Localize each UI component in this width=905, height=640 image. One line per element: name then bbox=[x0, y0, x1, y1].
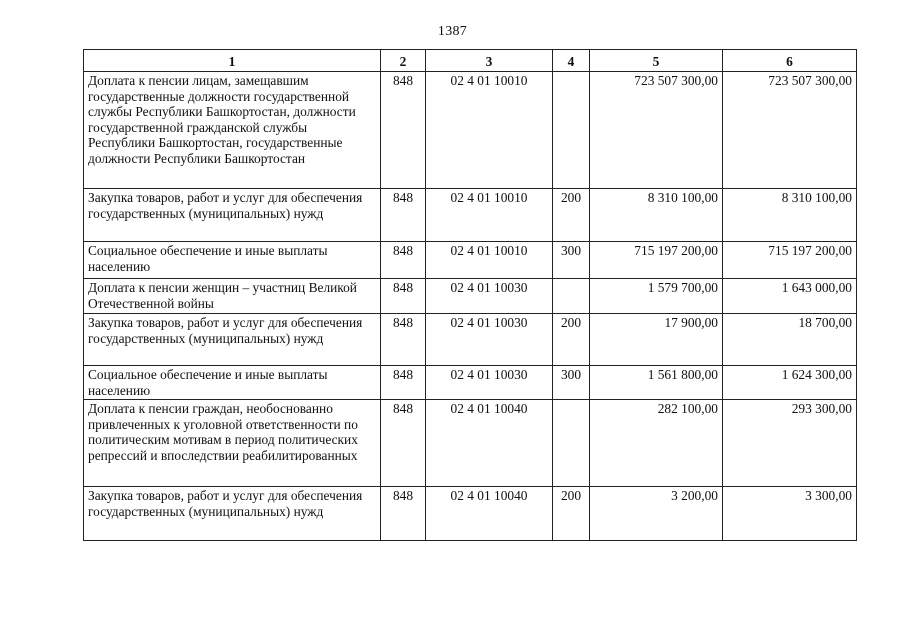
amount-cell-col5: 723 507 300,00 bbox=[590, 72, 723, 189]
amount-cell-col5: 3 200,00 bbox=[590, 487, 723, 541]
amount-cell-col5: 715 197 200,00 bbox=[590, 242, 723, 279]
amount-cell-col5: 1 561 800,00 bbox=[590, 366, 723, 400]
amount-cell-col5: 8 310 100,00 bbox=[590, 189, 723, 242]
target-article-cell: 02 4 01 10030 bbox=[426, 279, 553, 314]
target-article-cell: 02 4 01 10040 bbox=[426, 487, 553, 541]
admin-code-cell: 848 bbox=[381, 487, 426, 541]
expense-type-cell bbox=[553, 400, 590, 487]
amount-cell-col6: 715 197 200,00 bbox=[723, 242, 857, 279]
expense-type-cell: 300 bbox=[553, 366, 590, 400]
expense-type-cell bbox=[553, 279, 590, 314]
row-name: Социальное обеспечение и иные выплаты населению bbox=[84, 242, 381, 279]
expense-type-cell bbox=[553, 72, 590, 189]
column-header: 6 bbox=[723, 50, 857, 72]
expense-type-cell: 200 bbox=[553, 314, 590, 366]
amount-cell-col5: 17 900,00 bbox=[590, 314, 723, 366]
target-article-cell: 02 4 01 10010 bbox=[426, 189, 553, 242]
target-article-cell: 02 4 01 10040 bbox=[426, 400, 553, 487]
amount-cell-col5: 282 100,00 bbox=[590, 400, 723, 487]
column-header: 5 bbox=[590, 50, 723, 72]
row-name: Социальное обеспечение и иные выплаты населению bbox=[84, 366, 381, 400]
table-row bbox=[84, 400, 857, 487]
admin-code-cell: 848 bbox=[381, 314, 426, 366]
column-header: 1 bbox=[84, 50, 381, 72]
column-header: 3 bbox=[426, 50, 553, 72]
target-article-cell: 02 4 01 10010 bbox=[426, 72, 553, 189]
expense-type-cell: 200 bbox=[553, 189, 590, 242]
page-number: 1387 bbox=[437, 24, 468, 39]
admin-code-cell: 848 bbox=[381, 72, 426, 189]
table-row bbox=[84, 242, 857, 279]
table-row bbox=[84, 314, 857, 366]
amount-cell-col6: 18 700,00 bbox=[723, 314, 857, 366]
amount-cell-col6: 3 300,00 bbox=[723, 487, 857, 541]
admin-code-cell: 848 bbox=[381, 279, 426, 314]
row-name: Доплата к пенсии граждан, необоснованно привлеченных к уголовной ответственности по политическим мотивам в период политических репрессий и впоследствии реабилитированных bbox=[84, 400, 381, 487]
admin-code-cell: 848 bbox=[381, 242, 426, 279]
row-name: Доплата к пенсии женщин – участниц Великой Отечественной войны bbox=[84, 279, 381, 314]
row-name: Закупка товаров, работ и услуг для обеспечения государственных (муниципальных) нужд bbox=[84, 314, 381, 366]
budget-table bbox=[83, 49, 857, 541]
table-row bbox=[84, 279, 857, 314]
table-row bbox=[84, 487, 857, 541]
amount-cell-col6: 293 300,00 bbox=[723, 400, 857, 487]
table-row bbox=[84, 366, 857, 400]
expense-type-cell: 200 bbox=[553, 487, 590, 541]
amount-cell-col6: 1 624 300,00 bbox=[723, 366, 857, 400]
column-header: 2 bbox=[381, 50, 426, 72]
column-header: 4 bbox=[553, 50, 590, 72]
target-article-cell: 02 4 01 10030 bbox=[426, 314, 553, 366]
admin-code-cell: 848 bbox=[381, 400, 426, 487]
amount-cell-col6: 8 310 100,00 bbox=[723, 189, 857, 242]
row-name: Закупка товаров, работ и услуг для обеспечения государственных (муниципальных) нужд bbox=[84, 487, 381, 541]
expense-type-cell: 300 bbox=[553, 242, 590, 279]
admin-code-cell: 848 bbox=[381, 189, 426, 242]
admin-code-cell: 848 bbox=[381, 366, 426, 400]
amount-cell-col5: 1 579 700,00 bbox=[590, 279, 723, 314]
header-row bbox=[84, 50, 857, 72]
table-row bbox=[84, 189, 857, 242]
row-name: Доплата к пенсии лицам, замещавшим государственные должности государственной службы Республики Башкортостан, должности государственной гражданской службы Республики Башкортостан, государственные должности Республики Башкортостан bbox=[84, 72, 381, 189]
row-name: Закупка товаров, работ и услуг для обеспечения государственных (муниципальных) нужд bbox=[84, 189, 381, 242]
amount-cell-col6: 723 507 300,00 bbox=[723, 72, 857, 189]
target-article-cell: 02 4 01 10010 bbox=[426, 242, 553, 279]
table-row bbox=[84, 72, 857, 189]
amount-cell-col6: 1 643 000,00 bbox=[723, 279, 857, 314]
target-article-cell: 02 4 01 10030 bbox=[426, 366, 553, 400]
